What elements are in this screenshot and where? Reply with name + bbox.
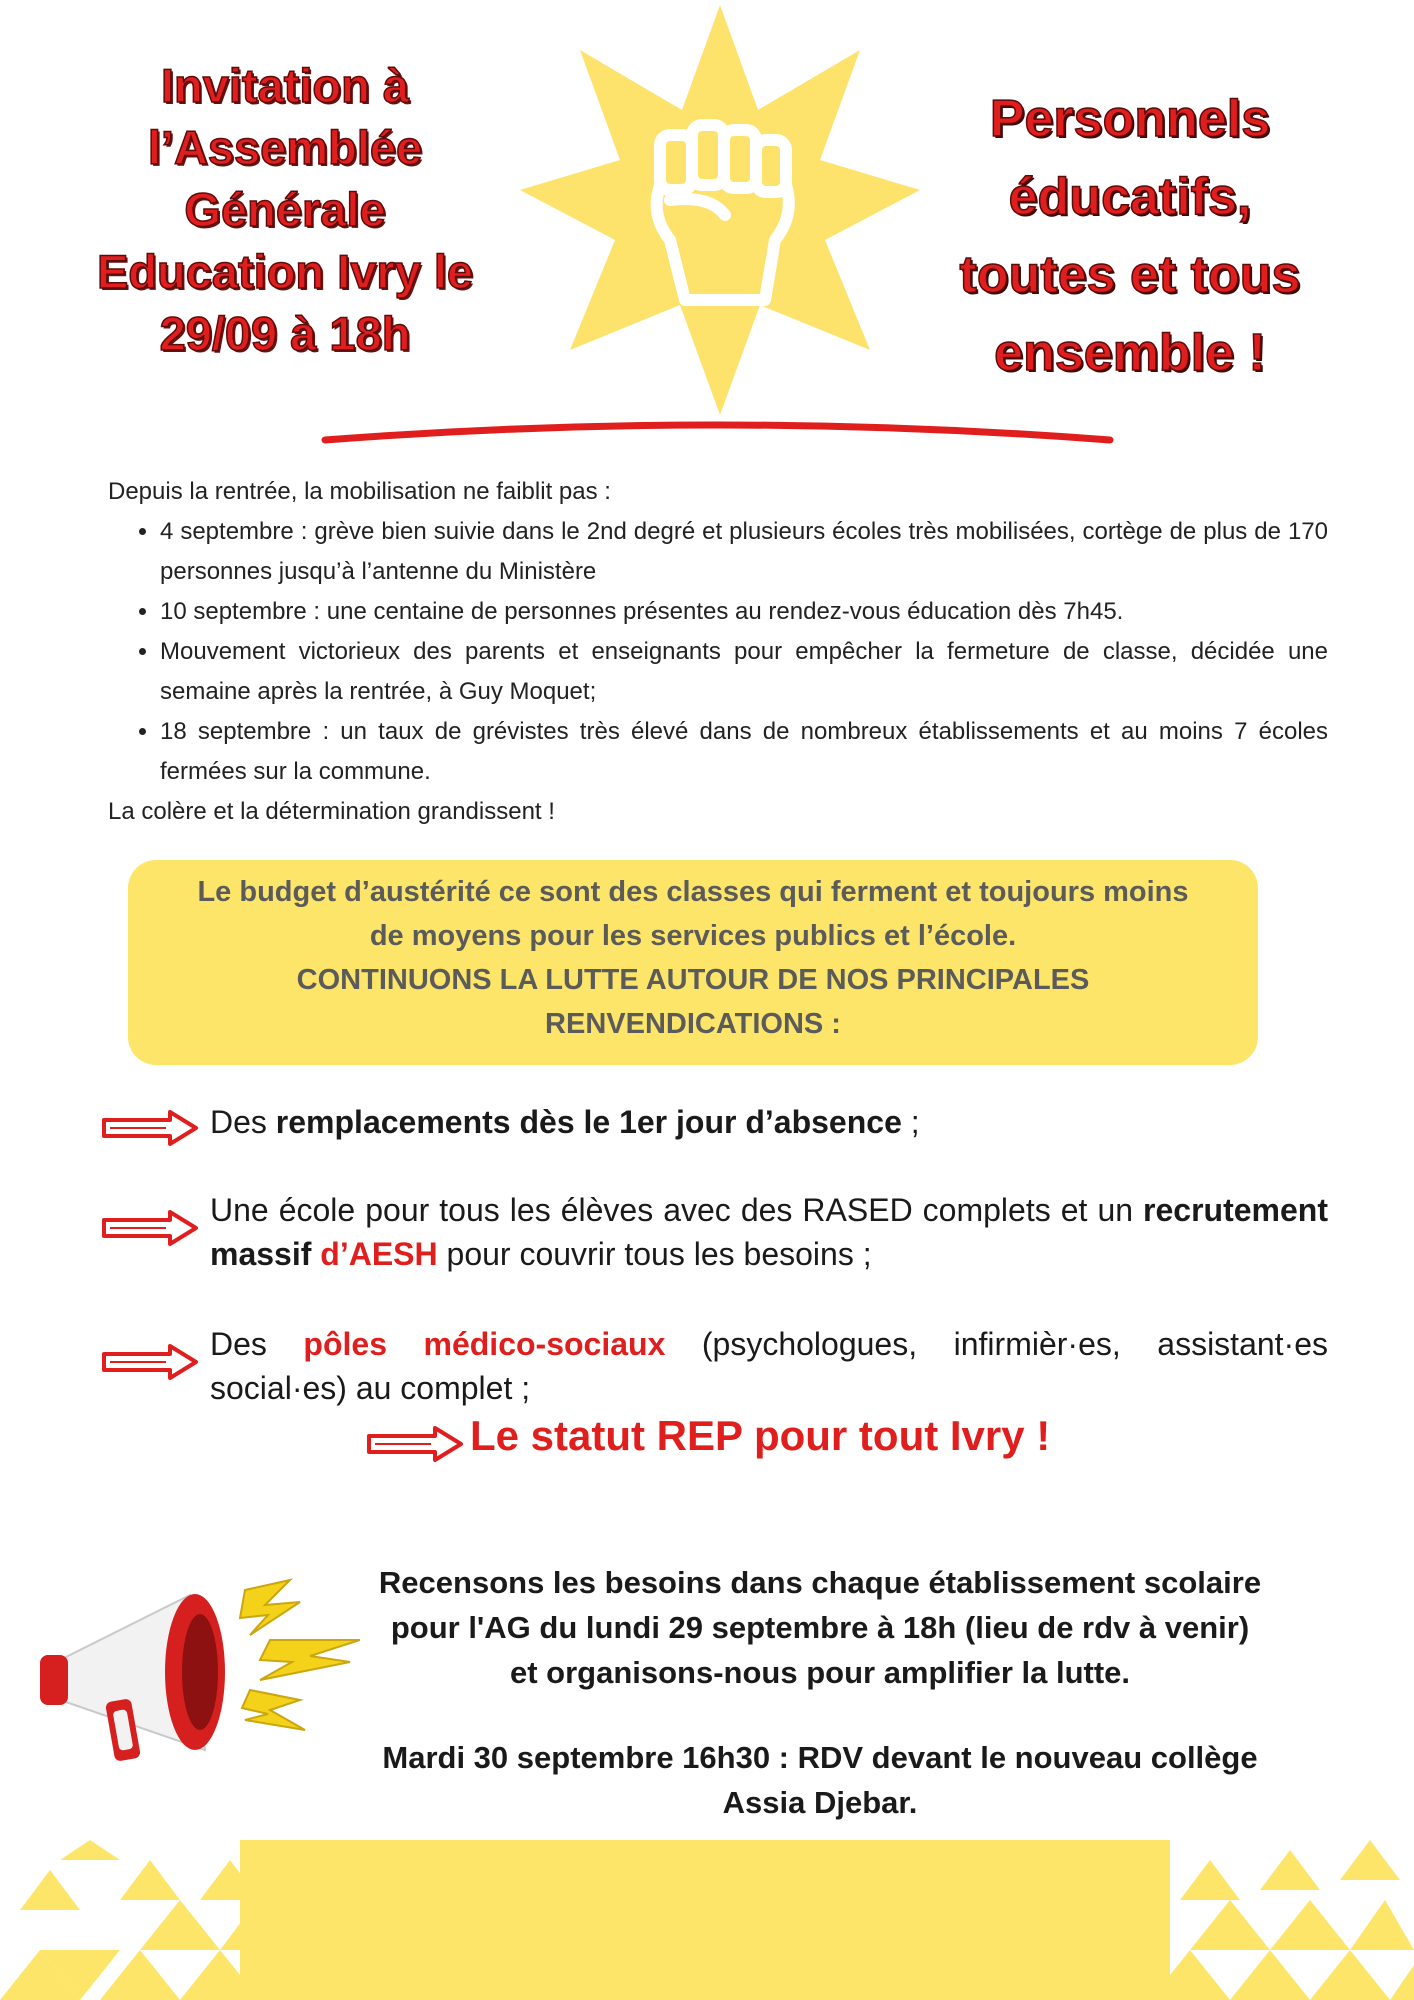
cta-line: pour l'AG du lundi 29 septembre à 18h (lieu de rdv à venir)	[390, 1610, 1250, 1645]
cta-line: Recensons les besoins dans chaque établissement scolaire	[378, 1565, 1262, 1600]
demand-item	[210, 1100, 1328, 1144]
red-underline	[320, 410, 1120, 450]
intro-lead: Depuis la rentrée, la mobilisation ne faiblit pas :	[108, 478, 611, 505]
list-item: • 10 septembre : une centaine de personnes présentes au rendez-vous éducation dès 7h45.	[160, 592, 1328, 632]
arrow-icon	[365, 1424, 465, 1464]
arrow-icon	[100, 1342, 200, 1382]
arrow-icon	[100, 1208, 200, 1248]
title-line: 29/09 à 18h	[159, 307, 411, 360]
highlight-line: CONTINUONS LA LUTTE AUTOUR DE NOS PRINCIPALES	[296, 964, 1090, 996]
demand-bold: recrutement massif	[210, 1192, 1328, 1272]
demand-text: pour couvrir tous les besoins ;	[437, 1236, 872, 1272]
slogan-line: ensemble !	[994, 324, 1266, 382]
rep-demand: Le statut REP pour tout Ivry !	[470, 1412, 1051, 1459]
highlight-box	[128, 860, 1258, 1065]
demand-text: ;	[901, 1104, 920, 1140]
highlight-line: Le budget d’austérité ce sont des classes qui ferment et toujours moins	[197, 876, 1189, 908]
spacer	[340, 1695, 1300, 1735]
arrow-icon	[100, 1108, 200, 1148]
demand-red: pôles médico-sociaux	[303, 1326, 666, 1362]
demand-red: d’AESH	[311, 1236, 438, 1272]
call-to-action	[340, 1560, 1300, 1825]
rdv-line: Mardi 30 septembre 16h30 : RDV devant le nouveau collège	[382, 1740, 1258, 1775]
list-item: • 18 septembre : un taux de grévistes très élevé dans de nombreux établissements et au moins 7 écoles fermées sur la commune.	[160, 712, 1328, 792]
demand-text: Des	[210, 1104, 276, 1140]
slogan-line: Personnels	[989, 90, 1271, 148]
intro-closing: La colère et la détermination grandissent !	[108, 798, 555, 825]
demand-bold: remplacements dès le 1er jour d’absence	[275, 1104, 902, 1140]
demand-item	[210, 1322, 1328, 1410]
intro-section	[108, 472, 1328, 832]
highlight-line: RENVENDICATIONS :	[545, 1008, 841, 1040]
cta-line: et organisons-nous pour amplifier la lutte.	[509, 1655, 1131, 1690]
megaphone-icon	[30, 1560, 360, 1780]
star-burst-icon	[520, 0, 920, 420]
slogan-title	[900, 80, 1360, 392]
list-item: • 4 septembre : grève bien suivie dans le 2nd degré et plusieurs écoles très mobilisées, cortège de plus de 170 personnes jusqu’à l’antenne du Ministère	[160, 512, 1328, 592]
list-item: • Mouvement victorieux des parents et enseignants pour empêcher la fermeture de classe, décidée une semaine après la rentrée, à Guy Moquet;	[160, 632, 1328, 712]
footer-band	[0, 1840, 1414, 2000]
rdv-line: Assia Djebar.	[722, 1785, 918, 1820]
demand-text: (psychologues, infirmièr·es, assistant·es social·es) au complet ;	[210, 1326, 1329, 1406]
title-line: Education Ivry le	[96, 245, 474, 298]
demand-text: Une école pour tous les élèves avec des RASED complets et un	[210, 1192, 1144, 1228]
demand-item	[210, 1188, 1328, 1276]
intro-list	[108, 512, 1328, 792]
title-line: Générale	[184, 183, 386, 236]
title-line: Invitation à	[160, 59, 410, 112]
invitation-title	[40, 55, 530, 365]
demand-text: Des	[210, 1326, 304, 1362]
slogan-line: toutes et tous	[959, 246, 1301, 304]
title-line: l’Assemblée	[147, 121, 423, 174]
highlight-line: de moyens pour les services publics et l’école.	[369, 920, 1017, 952]
slogan-line: éducatifs,	[1008, 168, 1252, 226]
